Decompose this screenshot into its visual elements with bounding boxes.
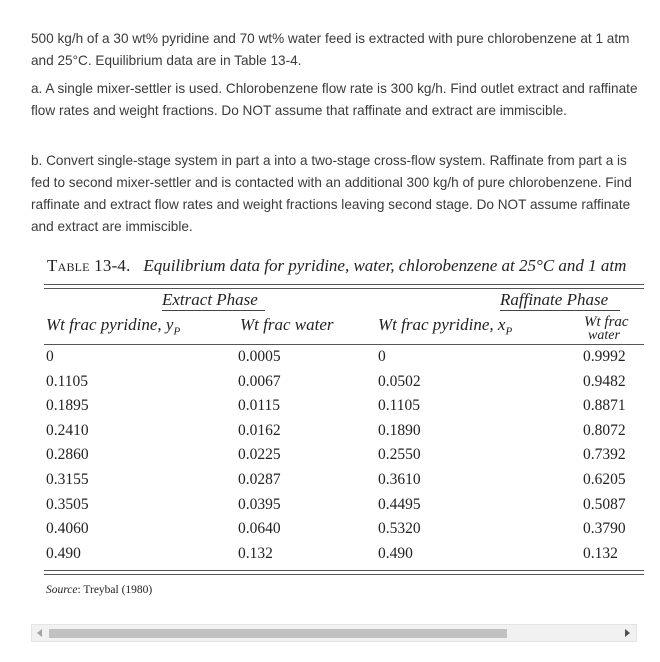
table-row (44, 446, 644, 470)
table-row (44, 520, 644, 544)
table-cell: 0.0502 (378, 372, 421, 390)
scrollbar-thumb[interactable] (49, 629, 507, 638)
col-header-extract-pyridine: Wt frac pyridine, $y_P$ (46, 315, 181, 338)
table-row (44, 496, 644, 520)
table-cell: 0.9482 (583, 372, 626, 390)
problem-part-a: a. A single mixer-settler is used. Chlorobenzene flow rate is 300 kg/h. Find outlet extract and raffinate flow rates and weight fractions. Do NOT assume that raffinate and extract are immiscible. (31, 81, 638, 118)
table-cell: 0 (46, 348, 54, 365)
table-cell: 0.5087 (583, 495, 626, 513)
table-cell: 0.0640 (238, 520, 281, 538)
equilibrium-table (44, 256, 644, 616)
table-title: Equilibrium data for pyridine, water, chlorobenzene at 25°C and 1 atm (143, 256, 627, 275)
table-cell: 0.0115 (238, 397, 281, 415)
table-cell: 0.1105 (46, 372, 89, 390)
extract-phase-underline (162, 310, 265, 311)
table-cell: 0.4495 (378, 495, 421, 513)
scroll-right-arrow-icon[interactable] (625, 629, 630, 637)
table-row (44, 373, 644, 397)
table-row (44, 471, 644, 495)
table-cell: 0.1105 (378, 397, 421, 415)
table-cell: 0.2550 (378, 446, 421, 464)
table-cell: 0.2860 (46, 446, 89, 464)
table-cell: 0 (378, 348, 386, 365)
table-cell: 0.0395 (238, 495, 281, 513)
table-cell: 0.0067 (238, 372, 281, 390)
table-cell: 0.0005 (238, 348, 281, 365)
table-cell: 0.132 (238, 544, 273, 562)
table-top-rule-double (44, 288, 644, 289)
table-cell: 0.8871 (583, 397, 626, 415)
table-cell: 0.0287 (238, 471, 281, 488)
table-row (44, 397, 644, 421)
table-row (44, 422, 644, 446)
table-cell: 0.9992 (583, 348, 626, 365)
raffinate-phase-underline (500, 310, 620, 311)
table-bottom-rule-double (44, 574, 644, 575)
header-rule (44, 344, 644, 345)
table-cell: 0.490 (378, 544, 413, 562)
table-cell: 0.0162 (238, 421, 281, 439)
col-header-raffinate-pyridine: Wt frac pyridine, $x_P$ (378, 315, 513, 338)
table-cell: 0.4060 (46, 520, 89, 538)
problem-part-b: b. Convert single-stage system in part a into a two-stage cross-flow system. Raffinate from part a is fed to second mixer-settler and is contacted with an additional 300 kg/h of pure chlorobenzene. Find raffinate and extract flow rates and weight fractions leaving second stage. Do NOT assume raffinate and extract are immiscible. (31, 153, 632, 234)
table-cell: 0.3610 (378, 471, 421, 488)
table-top-rule (44, 284, 644, 285)
table-cell: 0.132 (583, 544, 618, 562)
table-cell: 0.1890 (378, 421, 421, 439)
horizontal-scrollbar[interactable] (31, 624, 637, 642)
table-cell: 0.6205 (583, 471, 626, 488)
table-bottom-rule (44, 570, 644, 571)
table-caption (47, 256, 626, 276)
col-header-raffinate-water: Wt frac water (584, 314, 629, 343)
table-cell: 0.3155 (46, 471, 89, 488)
table-cell: 0.8072 (583, 421, 626, 439)
raffinate-phase-heading: Raffinate Phase (500, 290, 609, 309)
table-cell: 0.3505 (46, 495, 89, 513)
problem-intro: 500 kg/h of a 30 wt% pyridine and 70 wt% water feed is extracted with pure chlorobenzene at 1 atm and 25°C. Equilibrium data are in Table 13-4. (31, 31, 630, 68)
table-cell: 0.490 (46, 544, 81, 562)
col-header-extract-water: Wt frac water (240, 315, 334, 334)
scroll-left-arrow-icon[interactable] (37, 629, 42, 637)
table-cell: 0.0225 (238, 446, 281, 464)
table-label: Table 13-4. (47, 256, 131, 275)
table-row (44, 545, 644, 569)
table-cell: 0.1895 (46, 397, 89, 415)
extract-phase-heading: Extract Phase (162, 290, 258, 309)
table-cell: 0.5320 (378, 520, 421, 538)
table-row (44, 348, 644, 372)
table-cell: 0.2410 (46, 421, 89, 439)
table-cell: 0.7392 (583, 446, 626, 464)
table-cell: 0.3790 (583, 520, 626, 538)
table-source: Source: Treybal (1980) (46, 584, 153, 596)
